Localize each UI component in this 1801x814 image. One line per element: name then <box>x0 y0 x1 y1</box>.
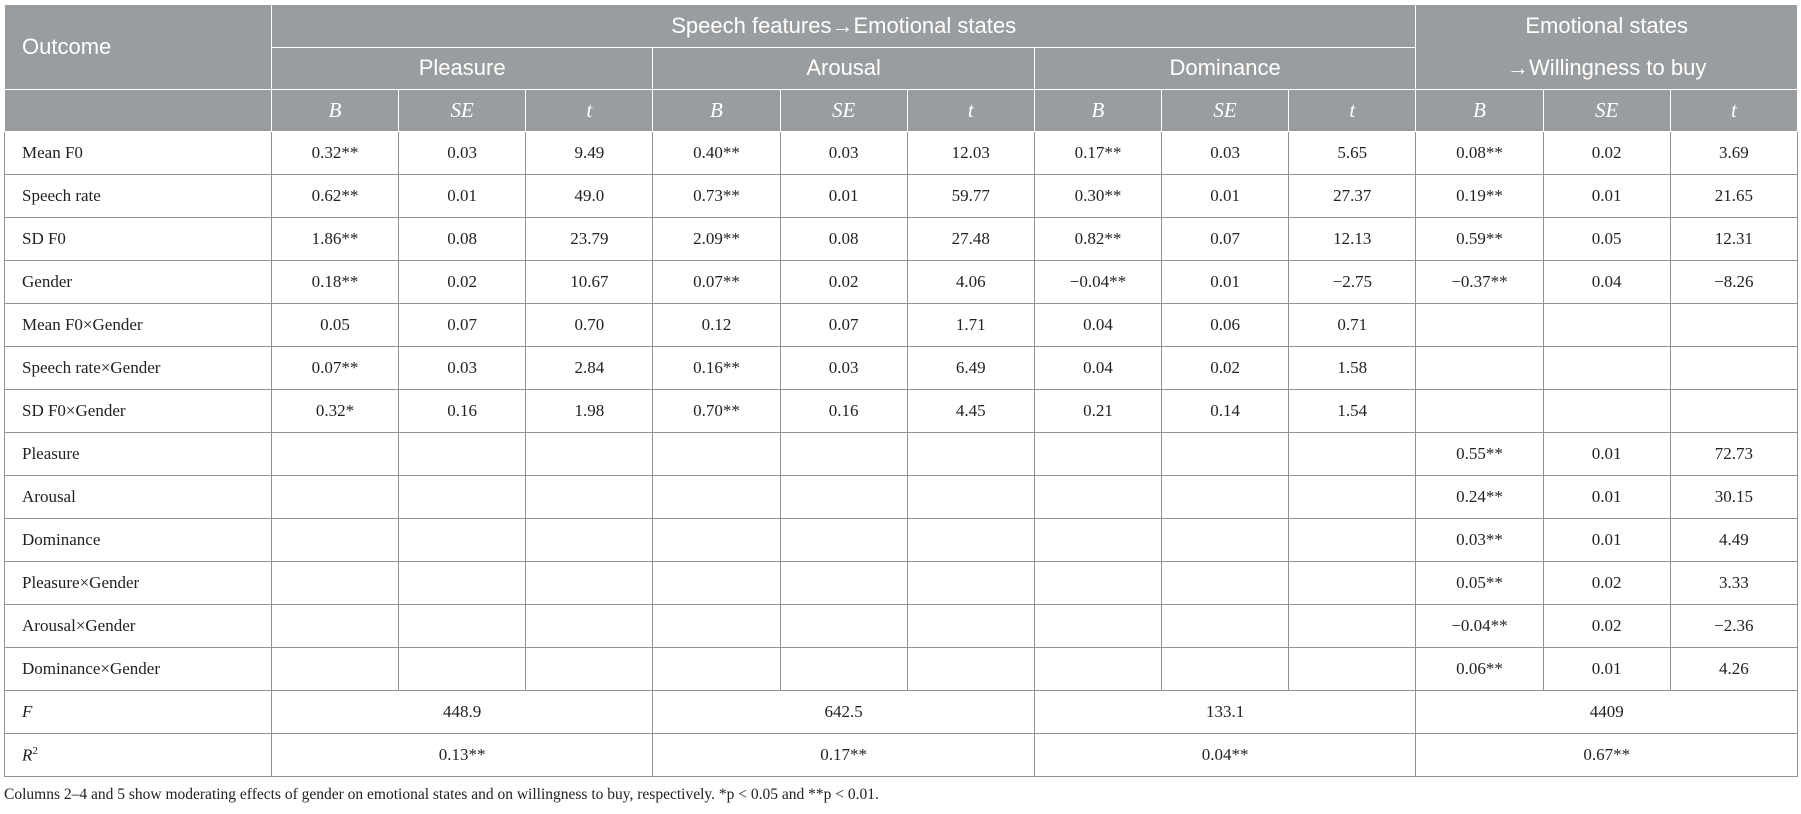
table-cell: 12.13 <box>1289 218 1416 261</box>
table-cell: 0.02 <box>1162 347 1289 390</box>
table-cell <box>1670 347 1797 390</box>
results-table-container <box>4 4 1798 777</box>
table-cell: 0.07 <box>780 304 907 347</box>
table-cell <box>1162 562 1289 605</box>
row-label: Pleasure×Gender <box>5 562 272 605</box>
f-row-label: F <box>5 691 272 734</box>
outcome-header: Outcome <box>5 5 272 90</box>
stat-header-cell: B <box>271 90 398 132</box>
stat-header-cell: SE <box>780 90 907 132</box>
table-cell: 0.01 <box>780 175 907 218</box>
table-cell: 0.08** <box>1416 132 1543 175</box>
table-cell: 3.33 <box>1670 562 1797 605</box>
table-row <box>5 605 1798 648</box>
r-squared-value-cell: 0.67** <box>1416 734 1798 777</box>
table-row <box>5 261 1798 304</box>
r-squared-label-cell <box>5 734 272 777</box>
row-label: Dominance×Gender <box>5 648 272 691</box>
table-cell: −0.37** <box>1416 261 1543 304</box>
row-label: Dominance <box>5 519 272 562</box>
table-cell: 0.16 <box>399 390 526 433</box>
stat-header-cell: t <box>1289 90 1416 132</box>
row-label: Mean F0×Gender <box>5 304 272 347</box>
table-cell <box>907 476 1034 519</box>
f-value-cell: 133.1 <box>1034 691 1416 734</box>
table-cell <box>1162 433 1289 476</box>
table-cell: 0.16** <box>653 347 780 390</box>
table-row <box>5 132 1798 175</box>
table-cell: 0.70** <box>653 390 780 433</box>
row-label: Arousal×Gender <box>5 605 272 648</box>
table-cell: 0.01 <box>1162 261 1289 304</box>
arousal-header: Arousal <box>653 47 1034 90</box>
table-body <box>5 132 1798 777</box>
stat-header-cell: t <box>526 90 653 132</box>
stat-header-cell: B <box>1416 90 1543 132</box>
table-cell <box>780 605 907 648</box>
table-row <box>5 347 1798 390</box>
table-cell <box>780 648 907 691</box>
table-cell: 0.03** <box>1416 519 1543 562</box>
table-cell <box>1543 347 1670 390</box>
table-cell <box>271 648 398 691</box>
table-cell: 0.71 <box>1289 304 1416 347</box>
table-cell: 0.03 <box>399 132 526 175</box>
table-cell <box>271 519 398 562</box>
row-label: Gender <box>5 261 272 304</box>
table-cell <box>399 605 526 648</box>
table-cell <box>1416 390 1543 433</box>
row-label: Pleasure <box>5 433 272 476</box>
r-squared-value-cell: 0.13** <box>271 734 652 777</box>
table-cell: 0.40** <box>653 132 780 175</box>
emotion-to-willingness-line1: Emotional states <box>1525 13 1689 38</box>
table-cell: 4.45 <box>907 390 1034 433</box>
table-cell <box>271 433 398 476</box>
table-header <box>5 5 1798 132</box>
table-cell <box>1162 476 1289 519</box>
table-cell <box>1034 648 1161 691</box>
row-label: Speech rate×Gender <box>5 347 272 390</box>
table-cell <box>399 433 526 476</box>
table-cell: 0.05 <box>1543 218 1670 261</box>
table-cell: 0.03 <box>399 347 526 390</box>
table-cell: 23.79 <box>526 218 653 261</box>
emotion-to-willingness-header <box>1416 5 1798 90</box>
table-cell: 0.04 <box>1034 304 1161 347</box>
table-cell <box>1289 433 1416 476</box>
table-cell: 0.03 <box>1162 132 1289 175</box>
table-cell: 1.54 <box>1289 390 1416 433</box>
table-cell <box>907 648 1034 691</box>
table-cell: 9.49 <box>526 132 653 175</box>
table-cell <box>399 648 526 691</box>
table-cell: 0.05** <box>1416 562 1543 605</box>
row-label: SD F0×Gender <box>5 390 272 433</box>
stat-header-cell: SE <box>1543 90 1670 132</box>
table-cell: 0.07** <box>653 261 780 304</box>
stat-header-cell: t <box>1670 90 1797 132</box>
stat-header-blank <box>5 90 272 132</box>
table-cell: 0.08 <box>780 218 907 261</box>
table-cell: 0.06 <box>1162 304 1289 347</box>
table-cell <box>526 433 653 476</box>
table-cell: 0.73** <box>653 175 780 218</box>
table-cell: 0.19** <box>1416 175 1543 218</box>
r-squared-value-cell: 0.17** <box>653 734 1034 777</box>
table-row <box>5 562 1798 605</box>
table-cell <box>653 562 780 605</box>
f-statistic-row <box>5 691 1798 734</box>
table-cell <box>1543 304 1670 347</box>
table-cell <box>1034 519 1161 562</box>
table-cell: 0.12 <box>653 304 780 347</box>
table-cell: 0.02 <box>1543 132 1670 175</box>
table-cell <box>780 433 907 476</box>
table-cell <box>1289 648 1416 691</box>
table-cell <box>526 562 653 605</box>
pleasure-header: Pleasure <box>271 47 652 90</box>
table-cell: 0.04 <box>1034 347 1161 390</box>
stat-header-cell: SE <box>1162 90 1289 132</box>
table-cell <box>1670 304 1797 347</box>
table-cell <box>271 476 398 519</box>
table-cell: 12.31 <box>1670 218 1797 261</box>
table-cell <box>653 433 780 476</box>
table-cell: 0.01 <box>399 175 526 218</box>
table-cell: 0.32* <box>271 390 398 433</box>
table-row <box>5 648 1798 691</box>
stat-header-cell: t <box>907 90 1034 132</box>
table-cell: 27.37 <box>1289 175 1416 218</box>
table-row <box>5 476 1798 519</box>
table-cell <box>271 605 398 648</box>
table-cell <box>1289 519 1416 562</box>
table-cell <box>526 648 653 691</box>
table-cell: 0.03 <box>780 132 907 175</box>
table-cell: 10.67 <box>526 261 653 304</box>
table-cell: 1.58 <box>1289 347 1416 390</box>
table-cell: 2.09** <box>653 218 780 261</box>
table-cell <box>1289 562 1416 605</box>
table-cell <box>526 605 653 648</box>
table-cell: 0.62** <box>271 175 398 218</box>
table-cell: 30.15 <box>1670 476 1797 519</box>
table-cell: 0.32** <box>271 132 398 175</box>
table-cell: 4.26 <box>1670 648 1797 691</box>
table-cell: 0.02 <box>1543 605 1670 648</box>
table-cell: 6.49 <box>907 347 1034 390</box>
table-cell <box>1034 476 1161 519</box>
table-cell: 0.17** <box>1034 132 1161 175</box>
table-cell: 1.98 <box>526 390 653 433</box>
table-cell: 0.01 <box>1543 519 1670 562</box>
table-cell <box>780 562 907 605</box>
table-cell <box>399 562 526 605</box>
dominance-header: Dominance <box>1034 47 1416 90</box>
table-cell: 0.05 <box>271 304 398 347</box>
table-cell <box>1034 433 1161 476</box>
table-cell: 12.03 <box>907 132 1034 175</box>
table-cell <box>1416 304 1543 347</box>
table-cell <box>653 605 780 648</box>
table-cell: 0.03 <box>780 347 907 390</box>
table-row <box>5 175 1798 218</box>
table-cell: 27.48 <box>907 218 1034 261</box>
stat-header-cell: B <box>1034 90 1161 132</box>
table-cell <box>1670 390 1797 433</box>
table-cell: 0.01 <box>1543 433 1670 476</box>
regression-results-table <box>4 4 1798 777</box>
f-value-cell: 642.5 <box>653 691 1034 734</box>
table-cell <box>1034 562 1161 605</box>
table-cell: 0.07 <box>399 304 526 347</box>
table-cell: 0.01 <box>1162 175 1289 218</box>
table-cell: 0.04 <box>1543 261 1670 304</box>
table-cell: 0.08 <box>399 218 526 261</box>
table-cell: 1.86** <box>271 218 398 261</box>
table-cell <box>1289 476 1416 519</box>
table-cell <box>271 562 398 605</box>
table-cell: 0.02 <box>1543 562 1670 605</box>
table-cell: 0.02 <box>399 261 526 304</box>
table-cell <box>653 476 780 519</box>
table-row <box>5 519 1798 562</box>
stat-header-row <box>5 90 1798 132</box>
table-cell <box>907 519 1034 562</box>
r-squared-label: R <box>22 745 33 765</box>
table-cell: 5.65 <box>1289 132 1416 175</box>
table-cell <box>907 562 1034 605</box>
table-cell <box>780 519 907 562</box>
table-cell <box>907 605 1034 648</box>
table-cell: 3.69 <box>1670 132 1797 175</box>
table-cell: 21.65 <box>1670 175 1797 218</box>
table-cell: 0.30** <box>1034 175 1161 218</box>
table-cell: 0.70 <box>526 304 653 347</box>
emotion-to-willingness-line2: →Willingness to buy <box>1507 55 1707 80</box>
table-cell: 2.84 <box>526 347 653 390</box>
table-cell: −8.26 <box>1670 261 1797 304</box>
table-cell <box>1162 605 1289 648</box>
table-cell: 0.07** <box>271 347 398 390</box>
table-row <box>5 390 1798 433</box>
table-cell: 0.06** <box>1416 648 1543 691</box>
table-cell: 0.14 <box>1162 390 1289 433</box>
table-cell: 0.59** <box>1416 218 1543 261</box>
r-squared-superscript: 2 <box>32 744 38 757</box>
table-cell: 0.01 <box>1543 175 1670 218</box>
table-cell <box>1162 648 1289 691</box>
table-cell: 0.07 <box>1162 218 1289 261</box>
f-value-cell: 448.9 <box>271 691 652 734</box>
table-cell: −0.04** <box>1416 605 1543 648</box>
table-cell: 59.77 <box>907 175 1034 218</box>
table-cell: 0.01 <box>1543 476 1670 519</box>
table-cell <box>526 476 653 519</box>
table-cell: −2.36 <box>1670 605 1797 648</box>
table-footnote: Columns 2–4 and 5 show moderating effects of gender on emotional states and on willingness to buy, respectively. *p < 0.05 and **p < 0.01. <box>4 786 879 803</box>
table-cell <box>1162 519 1289 562</box>
row-label: Arousal <box>5 476 272 519</box>
table-cell: 0.18** <box>271 261 398 304</box>
table-cell: 49.0 <box>526 175 653 218</box>
table-cell <box>399 519 526 562</box>
r-squared-row <box>5 734 1798 777</box>
row-label: SD F0 <box>5 218 272 261</box>
row-label: Mean F0 <box>5 132 272 175</box>
table-cell: 0.82** <box>1034 218 1161 261</box>
table-cell <box>1543 390 1670 433</box>
table-row <box>5 433 1798 476</box>
table-cell: 0.24** <box>1416 476 1543 519</box>
table-cell <box>1289 605 1416 648</box>
table-cell: 4.49 <box>1670 519 1797 562</box>
r-squared-value-cell: 0.04** <box>1034 734 1416 777</box>
table-cell: 72.73 <box>1670 433 1797 476</box>
table-row <box>5 218 1798 261</box>
stat-header-cell: B <box>653 90 780 132</box>
speech-to-emotion-header: Speech features→Emotional states <box>271 5 1415 48</box>
table-cell <box>399 476 526 519</box>
table-cell: 0.01 <box>1543 648 1670 691</box>
table-cell: 1.71 <box>907 304 1034 347</box>
f-value-cell: 4409 <box>1416 691 1798 734</box>
table-cell: 0.21 <box>1034 390 1161 433</box>
table-cell: 0.16 <box>780 390 907 433</box>
stat-header-cell: SE <box>399 90 526 132</box>
table-cell: 0.55** <box>1416 433 1543 476</box>
table-cell: −0.04** <box>1034 261 1161 304</box>
table-cell: −2.75 <box>1289 261 1416 304</box>
table-cell: 4.06 <box>907 261 1034 304</box>
table-row <box>5 304 1798 347</box>
table-cell: 0.02 <box>780 261 907 304</box>
table-cell <box>780 476 907 519</box>
table-cell <box>1416 347 1543 390</box>
table-cell <box>653 648 780 691</box>
table-cell <box>526 519 653 562</box>
table-cell <box>907 433 1034 476</box>
table-cell <box>653 519 780 562</box>
row-label: Speech rate <box>5 175 272 218</box>
table-cell <box>1034 605 1161 648</box>
